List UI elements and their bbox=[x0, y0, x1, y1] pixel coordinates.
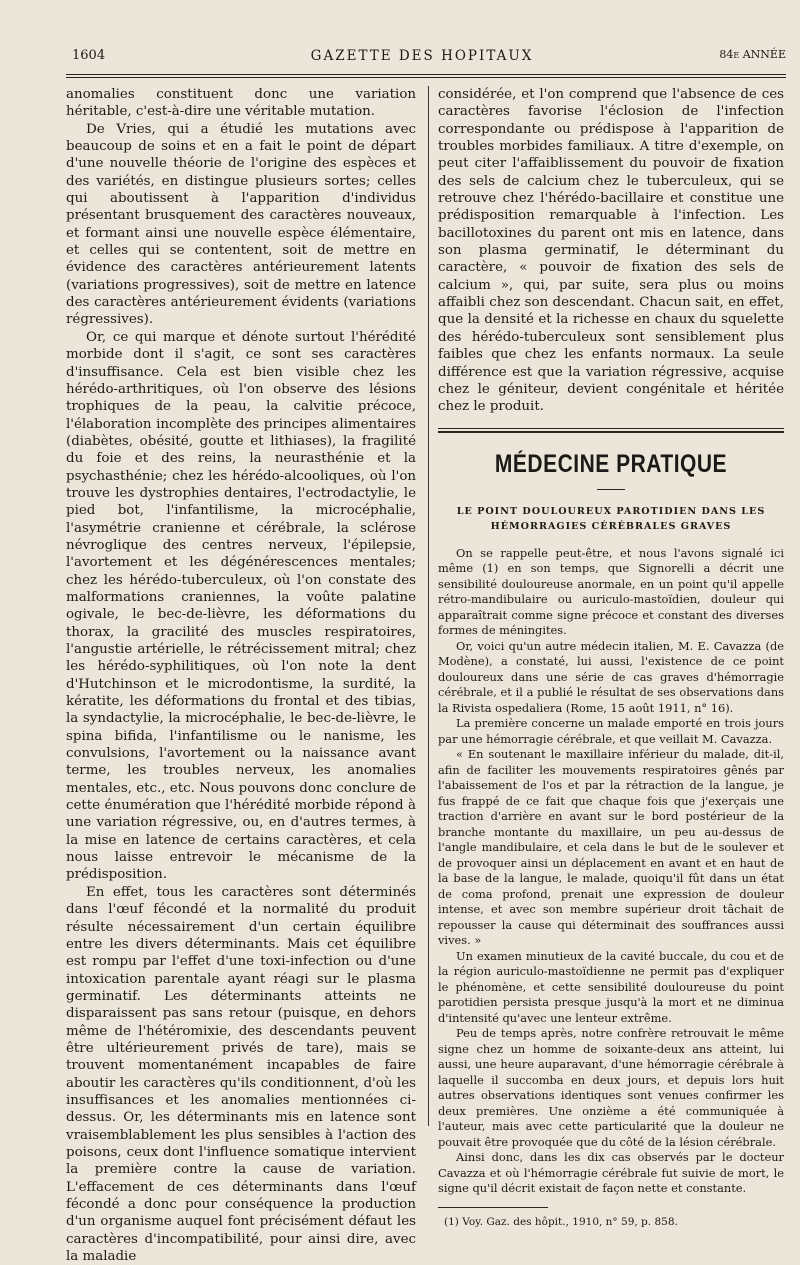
article-body bbox=[438, 546, 784, 1197]
footnote: (1) Voy. Gaz. des hôpit., 1910, n° 59, p. 858. bbox=[444, 1215, 678, 1228]
paragraph: « En soutenant le maxillaire inférieur du malade, dit-il, afin de faciliter les mouvements respiratoires gênés par l'abaissement de l'os et par la rétraction de la langue, je fus frappé de ce fait que chaque fois que j'exerçais une traction d'arrière en avant sur le bord postérieur de la branche montante du maxillaire, un peu au-dessus de l'angle mandibulaire, et cela dans le but de le soulever et de provoquer ainsi un déplacement en avant et en haut de la base de la langue, le malade, quoiqu'il fût dans un état de coma profond, prenait une expression de douleur intense, et avec son membre supérieur droit tâchait de repousser la cause qui déterminait des souffrances aussi vives. » bbox=[438, 747, 784, 948]
header-rule bbox=[66, 74, 786, 75]
footnote-rule bbox=[438, 1207, 548, 1208]
header-rule-double bbox=[66, 77, 786, 78]
paragraph: Or, ce qui marque et dénote surtout l'hérédité morbide dont il s'agit, ce sont ses caractères d'insuffisance. Cela est bien visible chez les hérédo-arthritiques, où l'on observe des lésions trophiques de la peau, la calvitie précoce, l'élaboration incomplète des principes alimentaires (diabètes, obésité, goutte et lithiases), la fragilité du foie et des reins, la neurasthénie et la psychasthénie; chez les hérédo-alcooliques, où l'on trouve les dystrophies dentaires, l'ectrodactylie, le pied bot, l'infantilisme, la microcéphalie, l'asymétrie cranienne et cérébrale, la sclérose névroglique des centres nerveux, l'épilepsie, l'avortement et les dégénérescences mentales; chez les hérédo-tuberculeux, où l'on constate des malformations craniennes, la voûte palatine ogivale, le bec-de-lièvre, les déformations du thorax, la gracilité des muscles respiratoires, l'angustie artérielle, le rétrécissement mitral; chez les hérédo-syphilitiques, où l'on note la dent d'Hutchinson et le microdontisme, la surdité, la kératite, les déformations du frontal et des tibias, la syndactylie, la microcéphalie, le bec-de-lièvre, le spina bifida, l'infantilisme ou le nanisme, les convulsions, l'avortement ou la naissance avant terme, les troubles nerveux, les anomalies mentales, etc., etc. Nous pouvons donc conclure de cette énumération que l'hérédité morbide répond à une variation régressive, ou, en d'autres termes, à la mise en latence de certains caractères, et cela nous laisse entrevoir le mécanisme de la prédisposition. bbox=[66, 329, 416, 883]
paragraph: La première concerne un malade emporté en trois jours par une hémorragie cérébrale, et que veillait M. Cavazza. bbox=[438, 716, 784, 746]
section-dash bbox=[597, 489, 625, 490]
paragraph: Peu de temps après, notre confrère retrouvait le même signe chez un homme de soixante-deux ans atteint, lui aussi, une heure auparavant, d'une hémorragie cérébrale à laquelle il succomba en deux jours, et depuis lors huit autres observations identiques sont venues confirmer les deux premières. Une onzième a été communiquée à l'auteur, mais avec cette particularité que la douleur ne pouvait être provoquée que du côté de la lésion cérébrale. bbox=[438, 1026, 784, 1149]
section-rule-thick bbox=[438, 431, 784, 433]
section-title: MÉDECINE PRATIQUE bbox=[494, 450, 728, 478]
running-header bbox=[58, 48, 786, 70]
paragraph: De Vries, qui a étudié les mutations avec beaucoup de soins et en a fait le point de départ d'une nouvelle théorie de l'origine des espèces et des variétés, en distingue plusieurs sortes; celles qui aboutissent à l'apparition d'individus présentant brusquement des caractères nouveaux, et formant ainsi une nouvelle espèce élémentaire, et celles qui se contentent, soit de mettre en évidence des caractères antérieurement latents (variations progressives), soit de mettre en latence des caractères antérieurement évidents (variations régressives). bbox=[66, 121, 416, 328]
volume-year: 84e ANNÉE bbox=[719, 48, 786, 61]
paragraph: Un examen minutieux de la cavité buccale, du cou et de la région auriculo-mastoïdienne ne permit pas d'expliquer le phénomène, et cette sensibilité douloureuse du point parotidien persista presque jusqu'à la mort et ne diminua d'intensité qu'avec une lenteur extrême. bbox=[438, 948, 784, 1025]
paragraph-continuation: considérée, et l'on comprend que l'absence de ces caractères favorise l'éclosion de l'infection correspondante ou prédispose à l'apparition de troubles morbides familiaux. A titre d'exemple, on peut citer l'affaiblissement du pouvoir de fixation des sels de calcium chez le tuberculeux, qui se retrouve chez l'hérédo-bacillaire et constitue une prédisposition remarquable à l'infection. Les bacillotoxines du parent ont mis en latence, dans son plasma germinatif, le déterminant du caractère, « pouvoir de fixation des sels de calcium », qui, par suite, sera plus ou moins affaibli chez son descendant. Chacun sait, en effet, que la densité et la richesse en chaux du squelette des hérédo-tuberculeux sont sensiblement plus faibles que chez les enfants normaux. La seule différence est que la variation régressive, acquise chez le géniteur, devient congénitale et héritée chez le produit. bbox=[438, 87, 784, 415]
paragraph: Ainsi donc, dans les dix cas observés par le docteur Cavazza et où l'hémorragie cérébrale fut suivie de mort, le signe qu'il décrit existait de façon nette et constante. bbox=[438, 1150, 784, 1196]
page-number: 1604 bbox=[72, 48, 106, 63]
paragraph: On se rappelle peut-être, et nous l'avons signalé ici même (1) en son temps, que Signorelli a décrit une sensibilité douloureuse anormale, en un point qu'il appelle rétro-mandibulaire ou auriculo-mastoïdien, douleur qui apparaîtrait comme signe précoce et constant des diverses formes de méningites. bbox=[438, 545, 784, 638]
right-column bbox=[438, 86, 784, 1228]
left-column bbox=[66, 86, 416, 1265]
paragraph: anomalies constituent donc une variation héritable, c'est-à-dire une véritable mutation. bbox=[66, 87, 416, 120]
article-title: LE POINT DOULOUREUX PAROTIDIEN DANS LES HÉMORRAGIES CÉRÉBRALES GRAVES bbox=[456, 505, 766, 532]
paragraph: Or, voici qu'un autre médecin italien, M. E. Cavazza (de Modène), a constaté, lui aussi, l'existence de ce point douloureux dans une série de cas graves d'hémorragie cérébrale, et il a publié le résultat de ses observations dans la Rivista ospedaliera (Rome, 15 août 1911, n° 16). bbox=[438, 638, 784, 715]
column-divider bbox=[428, 86, 429, 1126]
journal-title: GAZETTE DES HOPITAUX bbox=[310, 48, 534, 64]
section-rule bbox=[438, 428, 784, 429]
paragraph: En effet, tous les caractères sont déterminés dans l'œuf fécondé et la normalité du produit résulte nécessairement d'un certain équilibre entre les divers déterminants. Mais cet équilibre est rompu par l'effet d'une toxi-infection ou d'une intoxication parentale ayant réagi sur le plasma germinatif. Les déterminants atteints ne disparaissent pas sans retour (puisque, en dehors même de l'hétéromixie, des descendants peuvent être ultérieurement privés de tare), mais se trouvent momentanément incapables de faire aboutir les caractères qu'ils conditionnent, d'où les insuffisances et les anomalies mentionnées ci-dessus. Or, les déterminants mis en latence sont vraisemblablement les plus sensibles à l'action des poisons, ceux dont l'influence somatique intervient la première contre la cause de variation. L'effacement de ces déterminants dans l'œuf fécondé a donc pour conséquence la production d'un organisme auquel font précisément défaut les caractères d'incompatibilité, pour ainsi dire, avec la maladie bbox=[66, 884, 416, 1265]
